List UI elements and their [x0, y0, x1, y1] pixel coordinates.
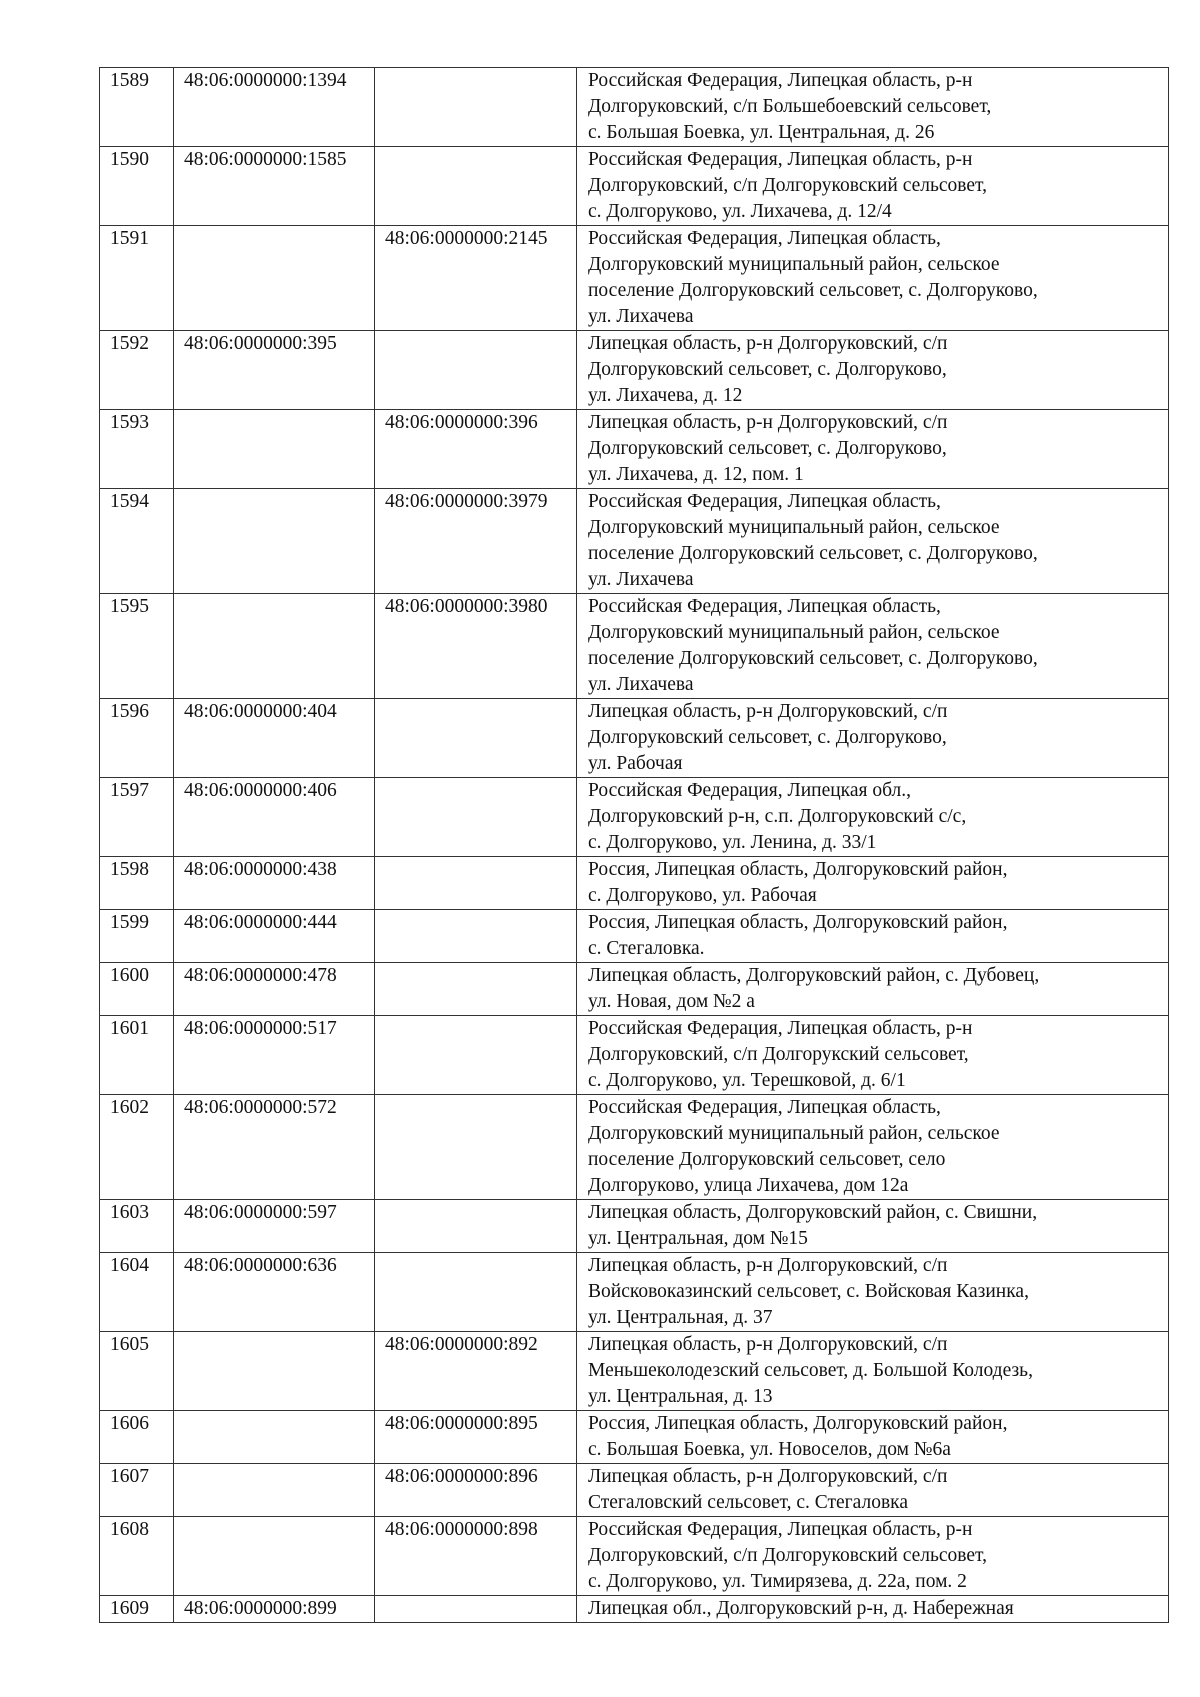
address-line: поселение Долгоруковский сельсовет, с. Долгоруково, [588, 543, 1038, 564]
table-row [100, 1016, 1169, 1095]
table-row [100, 1253, 1169, 1332]
address-cell [577, 1016, 1169, 1095]
row-number: 1603 [100, 1200, 174, 1253]
address-line: с. Долгоруково, ул. Рабочая [588, 885, 817, 906]
cadastral-number-primary: 48:06:0000000:597 [174, 1200, 375, 1253]
row-number: 1592 [100, 331, 174, 410]
address-line: Липецкая область, р-н Долгоруковский, с/п [588, 333, 948, 354]
cadastral-number-primary [174, 489, 375, 594]
address-cell [577, 147, 1169, 226]
address-cell [577, 1332, 1169, 1411]
cadastral-number-secondary [375, 1596, 577, 1623]
cadastral-number-primary: 48:06:0000000:517 [174, 1016, 375, 1095]
address-line: поселение Долгоруковский сельсовет, с. Долгоруково, [588, 648, 1038, 669]
cadastral-number-primary: 48:06:0000000:395 [174, 331, 375, 410]
table-row [100, 226, 1169, 331]
cadastral-number-primary: 48:06:0000000:406 [174, 778, 375, 857]
address-cell [577, 910, 1169, 963]
cadastral-number-primary: 48:06:0000000:438 [174, 857, 375, 910]
table-row [100, 857, 1169, 910]
address-line: Российская Федерация, Липецкая область, р-н [588, 70, 973, 91]
row-number: 1602 [100, 1095, 174, 1200]
address-line: ул. Центральная, д. 37 [588, 1307, 773, 1328]
address-line: Войсковоказинский сельсовет, с. Войсковая Казинка, [588, 1281, 1029, 1302]
address-line: Россия, Липецкая область, Долгоруковский район, [588, 912, 1008, 933]
address-line: Липецкая область, р-н Долгоруковский, с/п [588, 412, 948, 433]
address-line: Липецкая область, р-н Долгоруковский, с/п [588, 1466, 948, 1487]
cadastral-number-primary [174, 1464, 375, 1517]
address-line: Долгоруковский муниципальный район, сельское [588, 622, 1000, 643]
table-row [100, 410, 1169, 489]
row-number: 1600 [100, 963, 174, 1016]
address-line: Долгоруковский р-н, с.п. Долгоруковский с/с, [588, 806, 967, 827]
cadastral-number-primary [174, 1411, 375, 1464]
table-row [100, 699, 1169, 778]
address-line: Долгоруковский сельсовет, с. Долгоруково, [588, 438, 947, 459]
address-cell [577, 1464, 1169, 1517]
address-line: Долгоруковский муниципальный район, сельское [588, 517, 1000, 538]
address-line: Россия, Липецкая область, Долгоруковский район, [588, 859, 1008, 880]
table-body [100, 68, 1169, 1623]
row-number: 1591 [100, 226, 174, 331]
address-cell [577, 594, 1169, 699]
address-line: Долгоруковский, с/п Долгоруковский сельсовет, [588, 1545, 987, 1566]
row-number: 1607 [100, 1464, 174, 1517]
address-cell [577, 1517, 1169, 1596]
address-cell [577, 963, 1169, 1016]
row-number: 1608 [100, 1517, 174, 1596]
cadastral-register-table [99, 67, 1169, 1623]
address-line: ул. Центральная, дом №15 [588, 1228, 808, 1249]
table-row [100, 778, 1169, 857]
address-line: ул. Лихачева, д. 12 [588, 385, 743, 406]
cadastral-number-secondary [375, 910, 577, 963]
cadastral-number-secondary: 48:06:0000000:895 [375, 1411, 577, 1464]
address-line: Долгоруковский, с/п Долгоруковский сельсовет, [588, 175, 987, 196]
row-number: 1590 [100, 147, 174, 226]
row-number: 1605 [100, 1332, 174, 1411]
row-number: 1594 [100, 489, 174, 594]
table-row [100, 1332, 1169, 1411]
cadastral-number-secondary: 48:06:0000000:896 [375, 1464, 577, 1517]
address-line: Российская Федерация, Липецкая область, [588, 596, 941, 617]
cadastral-number-secondary: 48:06:0000000:396 [375, 410, 577, 489]
row-number: 1609 [100, 1596, 174, 1623]
cadastral-number-primary: 48:06:0000000:899 [174, 1596, 375, 1623]
address-line: ул. Лихачева [588, 674, 694, 695]
address-cell [577, 1200, 1169, 1253]
address-line: ул. Центральная, д. 13 [588, 1386, 773, 1407]
table-row [100, 594, 1169, 699]
cadastral-number-secondary [375, 147, 577, 226]
address-cell [577, 1095, 1169, 1200]
address-line: с. Большая Боевка, ул. Новоселов, дом №6а [588, 1439, 951, 1460]
cadastral-number-secondary: 48:06:0000000:892 [375, 1332, 577, 1411]
address-line: Липецкая область, Долгоруковский район, с. Свишни, [588, 1202, 1038, 1223]
address-cell [577, 1596, 1169, 1623]
address-line: с. Долгоруково, ул. Терешковой, д. 6/1 [588, 1070, 906, 1091]
row-number: 1598 [100, 857, 174, 910]
table-row [100, 1517, 1169, 1596]
cadastral-number-secondary [375, 1253, 577, 1332]
address-line: ул. Лихачева, д. 12, пом. 1 [588, 464, 804, 485]
cadastral-number-secondary: 48:06:0000000:898 [375, 1517, 577, 1596]
address-line: Стегаловский сельсовет, с. Стегаловка [588, 1492, 909, 1513]
cadastral-number-secondary [375, 778, 577, 857]
address-line: Российская Федерация, Липецкая область, [588, 228, 941, 249]
address-line: поселение Долгоруковский сельсовет, с. Долгоруково, [588, 280, 1038, 301]
cadastral-number-secondary [375, 857, 577, 910]
address-cell [577, 778, 1169, 857]
address-line: с. Стегаловка. [588, 938, 705, 959]
row-number: 1589 [100, 68, 174, 147]
address-line: Липецкая область, р-н Долгоруковский, с/п [588, 1334, 948, 1355]
table-row [100, 1095, 1169, 1200]
cadastral-number-primary: 48:06:0000000:478 [174, 963, 375, 1016]
address-cell [577, 410, 1169, 489]
address-line: Долгоруковский сельсовет, с. Долгоруково, [588, 727, 947, 748]
cadastral-number-secondary [375, 1016, 577, 1095]
cadastral-number-secondary: 48:06:0000000:3979 [375, 489, 577, 594]
address-line: Российская Федерация, Липецкая область, р-н [588, 149, 973, 170]
table-row [100, 1200, 1169, 1253]
table-row [100, 910, 1169, 963]
address-line: Россия, Липецкая область, Долгоруковский район, [588, 1413, 1008, 1434]
address-line: Долгоруковский муниципальный район, сельское [588, 254, 1000, 275]
cadastral-number-primary [174, 226, 375, 331]
address-line: Липецкая область, р-н Долгоруковский, с/п [588, 1255, 948, 1276]
address-line: Долгоруковский сельсовет, с. Долгоруково, [588, 359, 947, 380]
address-line: Российская Федерация, Липецкая обл., [588, 780, 912, 801]
address-line: Долгоруково, улица Лихачева, дом 12а [588, 1175, 909, 1196]
address-line: Липецкая область, р-н Долгоруковский, с/п [588, 701, 948, 722]
address-line: Российская Федерация, Липецкая область, р-н [588, 1018, 973, 1039]
cadastral-number-secondary [375, 963, 577, 1016]
address-cell [577, 68, 1169, 147]
address-line: поселение Долгоруковский сельсовет, село [588, 1149, 946, 1170]
table-row [100, 1411, 1169, 1464]
row-number: 1597 [100, 778, 174, 857]
address-line: Меньшеколодезский сельсовет, д. Большой Колодезь, [588, 1360, 1033, 1381]
table-row [100, 68, 1169, 147]
table-row [100, 1464, 1169, 1517]
row-number: 1593 [100, 410, 174, 489]
cadastral-number-secondary [375, 331, 577, 410]
cadastral-number-primary [174, 1332, 375, 1411]
address-line: Долгоруковский, с/п Большебоевский сельсовет, [588, 96, 992, 117]
row-number: 1599 [100, 910, 174, 963]
address-cell [577, 226, 1169, 331]
address-cell [577, 1411, 1169, 1464]
address-line: с. Долгоруково, ул. Ленина, д. 33/1 [588, 832, 877, 853]
address-line: ул. Лихачева [588, 569, 694, 590]
cadastral-number-secondary [375, 699, 577, 778]
address-cell [577, 1253, 1169, 1332]
cadastral-number-secondary: 48:06:0000000:2145 [375, 226, 577, 331]
row-number: 1595 [100, 594, 174, 699]
cadastral-number-primary: 48:06:0000000:444 [174, 910, 375, 963]
address-cell [577, 857, 1169, 910]
cadastral-number-primary: 48:06:0000000:572 [174, 1095, 375, 1200]
cadastral-number-secondary [375, 1200, 577, 1253]
address-line: Долгоруковский, с/п Долгорукский сельсовет, [588, 1044, 969, 1065]
cadastral-number-secondary [375, 1095, 577, 1200]
address-cell [577, 699, 1169, 778]
address-line: ул. Рабочая [588, 753, 683, 774]
address-line: Долгоруковский муниципальный район, сельское [588, 1123, 1000, 1144]
row-number: 1606 [100, 1411, 174, 1464]
address-line: Липецкая обл., Долгоруковский р-н, д. Набережная [588, 1598, 1014, 1619]
address-line: Липецкая область, Долгоруковский район, с. Дубовец, [588, 965, 1040, 986]
cadastral-number-secondary [375, 68, 577, 147]
table-row [100, 963, 1169, 1016]
address-line: с. Долгоруково, ул. Лихачева, д. 12/4 [588, 201, 892, 222]
address-line: с. Большая Боевка, ул. Центральная, д. 26 [588, 122, 935, 143]
address-line: ул. Лихачева [588, 306, 694, 327]
row-number: 1601 [100, 1016, 174, 1095]
table-row [100, 489, 1169, 594]
address-cell [577, 489, 1169, 594]
address-line: с. Долгоруково, ул. Тимирязева, д. 22а, пом. 2 [588, 1571, 967, 1592]
address-line: Российская Федерация, Липецкая область, р-н [588, 1519, 973, 1540]
row-number: 1604 [100, 1253, 174, 1332]
cadastral-number-primary: 48:06:0000000:1394 [174, 68, 375, 147]
address-line: Российская Федерация, Липецкая область, [588, 1097, 941, 1118]
cadastral-number-primary [174, 1517, 375, 1596]
table-row [100, 331, 1169, 410]
address-cell [577, 331, 1169, 410]
cadastral-number-primary: 48:06:0000000:636 [174, 1253, 375, 1332]
table-row [100, 147, 1169, 226]
cadastral-number-secondary: 48:06:0000000:3980 [375, 594, 577, 699]
cadastral-number-primary [174, 594, 375, 699]
cadastral-number-primary: 48:06:0000000:404 [174, 699, 375, 778]
address-line: Российская Федерация, Липецкая область, [588, 491, 941, 512]
cadastral-number-primary: 48:06:0000000:1585 [174, 147, 375, 226]
row-number: 1596 [100, 699, 174, 778]
cadastral-number-primary [174, 410, 375, 489]
address-line: ул. Новая, дом №2 а [588, 991, 755, 1012]
table-row [100, 1596, 1169, 1623]
